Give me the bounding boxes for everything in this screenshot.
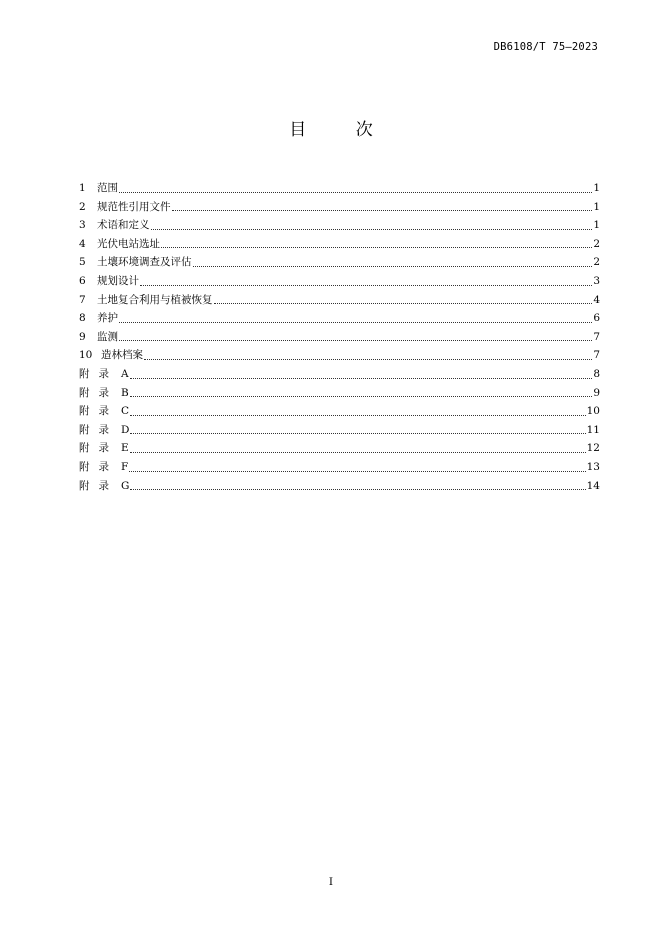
toc-entry-label: 监测	[97, 330, 118, 343]
toc-entry-page: 14	[586, 479, 600, 492]
appendix-letter: C	[121, 405, 130, 418]
appendix-letter: E	[121, 442, 129, 455]
toc-entry-label: 养护	[97, 312, 118, 325]
dot-leader	[172, 210, 593, 211]
page-number: I	[328, 876, 334, 888]
dot-leader	[129, 471, 585, 472]
dot-leader	[119, 340, 592, 341]
toc-appendix-entry[interactable]	[79, 477, 600, 496]
toc-entry-page: 4	[593, 293, 600, 306]
toc-entry-page: 7	[593, 349, 600, 362]
toc-entry-number: 4	[79, 237, 86, 250]
appendix-label: 附录	[79, 423, 118, 436]
toc-appendix-entry[interactable]	[79, 439, 600, 458]
toc-entry-number: 8	[79, 312, 86, 325]
dot-leader	[214, 303, 593, 304]
toc-entry-number: 9	[79, 330, 86, 343]
toc-entry-label: 范围	[97, 182, 118, 194]
toc-entry-label: 土壤环境调查及评估	[97, 256, 192, 269]
appendix-letter: A	[121, 367, 129, 380]
appendix-letter: F	[121, 460, 129, 473]
toc-entry-number: 1	[79, 182, 86, 194]
dot-leader	[161, 247, 592, 248]
toc-entry-label: 规范性引用文件	[97, 200, 171, 213]
page-title: 目 次	[289, 120, 395, 140]
appendix-letter: B	[121, 386, 129, 399]
dot-leader	[130, 452, 586, 453]
toc-appendix-entry[interactable]	[79, 421, 600, 440]
toc-entry-page: 10	[586, 405, 600, 418]
dot-leader	[130, 378, 593, 379]
toc-entry-page: 1	[593, 219, 600, 232]
toc-entry-number: 3	[79, 219, 86, 232]
toc-entry-page: 1	[593, 182, 600, 194]
toc-entry-label: 造林档案	[101, 349, 143, 362]
toc-appendix-entry[interactable]	[79, 402, 600, 421]
appendix-label: 附录	[79, 367, 118, 380]
toc-entry-page: 3	[593, 274, 600, 287]
toc-entry-label: 术语和定义	[97, 219, 150, 232]
appendix-label: 附录	[79, 386, 118, 399]
toc-entry-page: 2	[593, 256, 600, 269]
table-of-contents	[79, 179, 600, 495]
toc-entry-page: 6	[593, 312, 600, 325]
appendix-label: 附录	[79, 460, 118, 473]
dot-leader	[130, 415, 586, 416]
toc-entry[interactable]	[79, 328, 600, 347]
dot-leader	[119, 192, 592, 193]
toc-entry-number: 10	[79, 349, 93, 362]
appendix-label: 附录	[79, 442, 118, 455]
toc-entry-label: 规划设计	[97, 274, 139, 287]
toc-appendix-entry[interactable]	[79, 458, 600, 477]
dot-leader	[151, 229, 593, 230]
appendix-label: 附录	[79, 405, 118, 418]
dot-leader	[140, 285, 592, 286]
toc-entry-label: 土地复合利用与植被恢复	[97, 293, 213, 306]
toc-appendix-entry[interactable]	[79, 365, 600, 384]
toc-entry[interactable]	[79, 216, 600, 235]
document-code: DB6108/T 75—2023	[493, 41, 598, 53]
toc-entry[interactable]	[79, 198, 600, 217]
toc-entry-label: 光伏电站选址	[97, 237, 160, 250]
toc-entry-number: 6	[79, 274, 86, 287]
toc-entry-page: 11	[586, 423, 600, 436]
dot-leader	[119, 322, 592, 323]
toc-entry-number: 7	[79, 293, 86, 306]
toc-entry-page: 8	[593, 367, 600, 380]
toc-entry-page: 12	[586, 442, 600, 455]
toc-entry-number: 2	[79, 200, 86, 213]
dot-leader	[144, 359, 592, 360]
appendix-letter: G	[121, 479, 130, 492]
toc-entry-page: 9	[593, 386, 600, 399]
dot-leader	[193, 266, 593, 267]
dot-leader	[130, 396, 593, 397]
toc-entry-page: 13	[586, 460, 600, 473]
toc-entry[interactable]	[79, 309, 600, 328]
toc-entry-number: 5	[79, 256, 86, 269]
toc-entry[interactable]	[79, 253, 600, 272]
toc-appendix-entry[interactable]	[79, 384, 600, 403]
toc-entry[interactable]	[79, 346, 600, 365]
toc-entry[interactable]	[79, 291, 600, 310]
toc-entry-page: 1	[593, 200, 600, 213]
toc-entry-page: 7	[593, 330, 600, 343]
dot-leader	[130, 489, 585, 490]
dot-leader	[130, 433, 585, 434]
toc-entry[interactable]	[79, 179, 600, 198]
appendix-label: 附录	[79, 479, 118, 492]
toc-entry[interactable]	[79, 235, 600, 254]
appendix-letter: D	[121, 423, 130, 436]
toc-entry-page: 2	[593, 237, 600, 250]
toc-entry[interactable]	[79, 272, 600, 291]
